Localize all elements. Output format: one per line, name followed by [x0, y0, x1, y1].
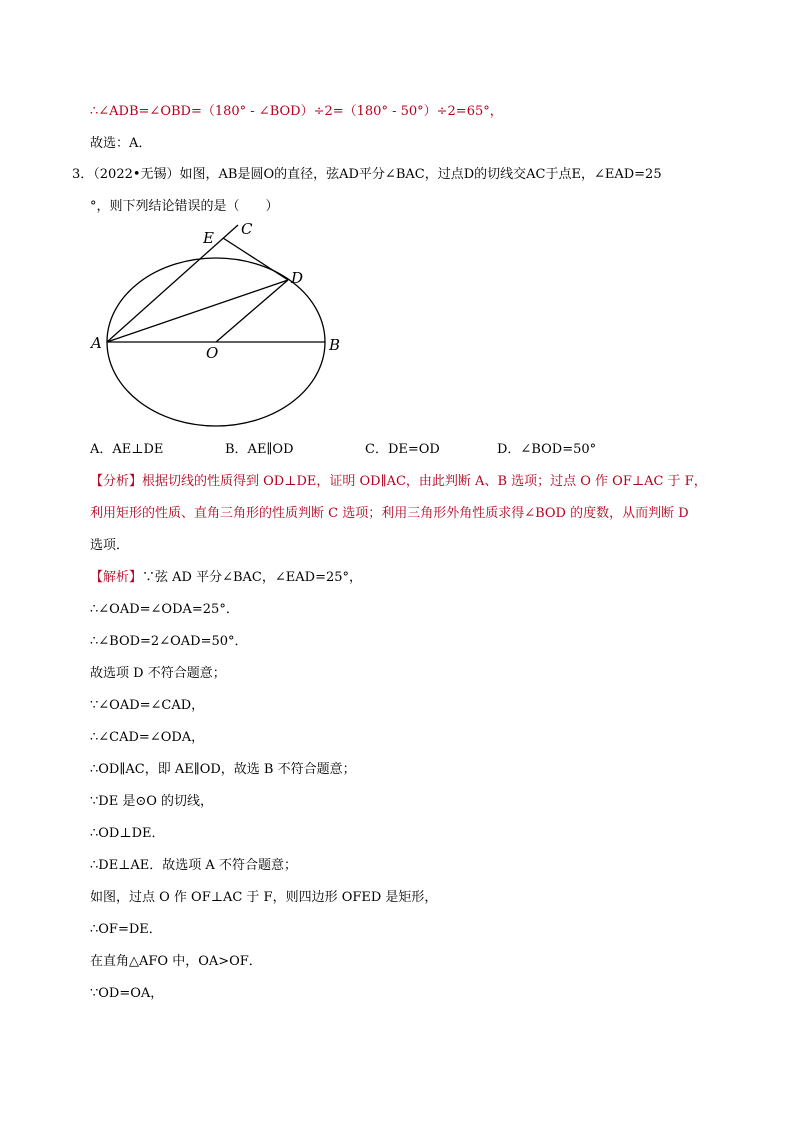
solution-text-1: ∵弦 AD 平分∠BAC，∠EAD=25°， — [142, 570, 363, 585]
label-d: D — [291, 269, 304, 287]
solution-line-1 — [90, 569, 362, 587]
label-c: C — [241, 220, 253, 238]
question-3-stem-cont: °，则下列结论错误的是（ ） — [90, 199, 279, 214]
analysis-text-1: 根据切线的性质得到 OD⊥DE，证明 OD∥AC，由此判断 A、B 选项；过点 O 作 OF⊥AC 于 F， — [142, 474, 707, 489]
solution-line-10: ∴DE⊥AE．故选项 A 不符合题意； — [90, 858, 297, 873]
solution-line-5: ∵∠OAD=∠CAD， — [90, 698, 205, 713]
solution-line-13: 在直角△AFO 中，OA>OF． — [90, 954, 262, 969]
question-3-stem: 3．（2022•无锡）如图，AB是圆O的直径，弦AD平分∠BAC，过点D的切线交AC于点E，∠EAD=25 — [72, 167, 662, 182]
option-c: C．DE=OD — [365, 442, 440, 457]
analysis-line-2: 利用矩形的性质、直角三角形的性质判断 C 选项；利用三角形外角性质求得∠BOD 的度数，从而判断 D — [90, 506, 689, 521]
solution-tag: 【解析】 — [90, 570, 143, 585]
segment-od — [216, 280, 288, 342]
solution-line-6: ∴∠CAD=∠ODA， — [90, 730, 205, 745]
solution-line-2: ∴∠OAD=∠ODA=25°． — [90, 602, 239, 617]
solution-line-12: ∴OF=DE． — [90, 922, 162, 937]
analysis-line-3: 选项． — [90, 538, 130, 553]
option-d: D．∠BOD=50° — [497, 442, 597, 457]
label-o: O — [206, 344, 219, 362]
label-a: A — [91, 334, 102, 352]
solution-line-4: 故选项 D 不符合题意； — [90, 666, 226, 681]
label-b: B — [329, 336, 341, 354]
solution-line-11: 如图，过点 O 作 OF⊥AC 于 F，则四边形 OFED 是矩形， — [90, 890, 438, 905]
segment-ad — [107, 280, 288, 342]
segment-ac — [107, 225, 238, 342]
solution-line-9: ∴OD⊥DE． — [90, 826, 165, 841]
line-angle-adb: ∴∠ADB=∠OBD=（180° - ∠BOD）÷2=（180° - 50°）÷2=65°， — [90, 104, 503, 119]
geometry-figure — [84, 218, 344, 428]
option-b: B．AE∥OD — [225, 442, 294, 457]
solution-line-8: ∵DE 是⊙O 的切线， — [90, 794, 213, 809]
solution-line-3: ∴∠BOD=2∠OAD=50°． — [90, 634, 248, 649]
analysis-line-1 — [90, 473, 707, 491]
label-e: E — [203, 229, 214, 247]
solution-line-14: ∵OD=OA， — [90, 986, 164, 1001]
analysis-tag: 【分析】 — [90, 474, 143, 489]
line-answer-a: 故选：A． — [90, 136, 152, 151]
option-a: A．AE⊥DE — [90, 442, 164, 457]
solution-line-7: ∴OD∥AC，即 AE∥OD，故选 B 不符合题意； — [90, 762, 356, 777]
